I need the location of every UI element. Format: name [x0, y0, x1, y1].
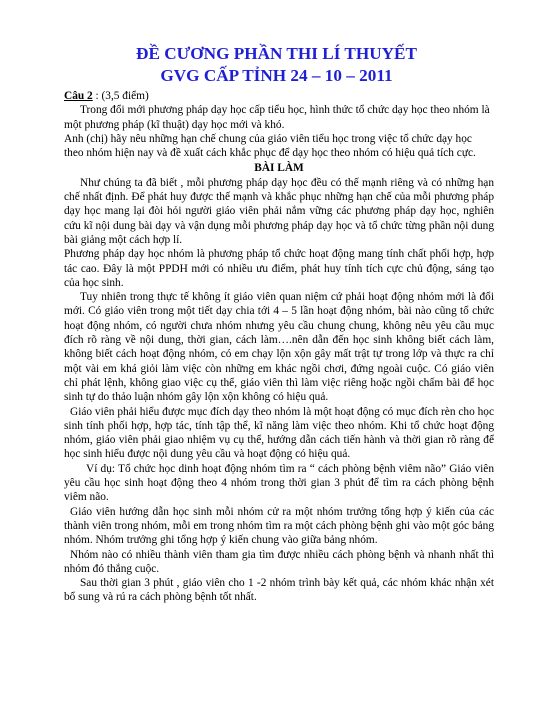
answer-paragraph-6: Giáo viên hướng dẫn học sinh mỗi nhóm cử ra một nhóm trưởng tổng hợp ý kiến của các thành viên trong nhóm, mỗi em trong nhóm tìm ra một cách phòng bệnh ghi vào một góc bảng nhóm. Nhóm trưởng ghi tổng hợp ý kiến chung vào giữa bảng nhóm. [64, 505, 494, 547]
document-body [64, 89, 494, 605]
answer-paragraph-4: Giáo viên phải hiểu được mục đích dạy theo nhóm là một hoạt động có mục đích rèn cho học sinh tính phối hợp, hợp tác, tính tập thể, kĩ năng làm việc theo nhóm. Khi tổ chức hoạt động nhóm, giáo viên phải giao nhiệm vụ cụ thể, hướng dẫn cách tiến hành và thời gian rõ ràng để học sinh hiểu được nội dung yêu cầu và hoạt động có hiệu quả. [64, 405, 494, 461]
question-header [64, 89, 494, 103]
question-paragraph-1: Trong đổi mới phương pháp dạy học cấp tiểu học, hình thức tổ chức dạy học theo nhóm là một phương pháp (kĩ thuật) dạy học mới và khó. [64, 104, 490, 131]
answer-paragraph-2: Phương pháp dạy học nhóm là phương pháp tổ chức hoạt động mang tính chất phối hợp, hợp tác cao. Đây là một PPDH mới có nhiều ưu điểm, phát huy tính tích cực chủ động, sáng tạo của học sinh. [64, 248, 494, 289]
question-label: Câu 2 [64, 90, 93, 102]
question-paragraph-2: Anh (chị) hãy nêu những hạn chế chung của giáo viên tiểu học trong việc tổ chức dạy học theo nhóm hiện nay và đề xuất cách khắc phục để dạy học theo nhóm có hiệu quả tích cực. [64, 132, 476, 160]
answer-paragraph-1: Như chúng ta đã biết , mỗi phương pháp dạy học đều có thế mạnh riêng và có những hạn chế nhất định. Để phát huy được thế mạnh và khắc phục những hạn chế của mỗi phương pháp dạy học mang lại đòi hỏi người giáo viên phải nắm vững các phương pháp dạy học, nghiên cứu kĩ nội dung bài dạy và vận dụng mỗi phương pháp dạy học và tổ chức từng phần nội dung bài giảng một cách hợp lí. [64, 176, 494, 246]
answer-paragraph-7: Nhóm nào có nhiều thành viên tham gia tìm được nhiều cách phòng bệnh và nhanh nhất thì nhóm đó thắng cuộc. [64, 548, 494, 575]
document-title-line1: ĐỀ CƯƠNG PHẦN THI LÍ THUYẾT [136, 44, 417, 63]
document-title-line2: GVG CẤP TỈNH 24 – 10 – 2011 [160, 66, 393, 85]
answer-paragraph-5: Ví dụ: Tổ chức học dinh hoạt động nhóm tìm ra “ cách phòng bệnh viêm não” Giáo viên yêu cầu học sinh hoạt động theo 4 nhóm trong thời gian 3 phút để tìm ra cách phòng bệnh viêm não. [64, 462, 494, 504]
answer-paragraph-8: Sau thời gian 3 phút , giáo viên cho 1 -2 nhóm trình bày kết quả, các nhóm khác nhận xét bổ sung và rú ra cách phòng bệnh tốt nhất. [64, 577, 494, 604]
question-points: : (3,5 điểm) [92, 90, 149, 102]
answer-paragraph-3: Tuy nhiên trong thực tế không ít giáo viên quan niệm cứ phải hoạt động nhóm mới là đổi mới. Có giáo viên trong một tiết dạy chia tới 4 – 5 lần hoạt động nhóm, bài nào cũng tổ chức hoạt động nhóm, có người chưa nhóm nhưng yêu cầu chung chung, không nêu yêu cầu mục đích rõ ràng về nội dung, thời gian, cách làm….nên dẫn đến học sinh không biết cách làm, không biết cách hoạt động nhóm, có em chạy lộn xộn gây mất trật tự trong lớp và thực ra chỉ một vài em khá giỏi làm việc còn những em khác ngồi chơi, đứng ngoài cuộc. Có giáo viên chỉ phát lệnh, không giao việc cụ thể, giáo viên thì làm việc riêng hoặc ngồi chấm bài để học sinh tự do thảo luận nhóm gây lộn xộn không có hiệu quả. [64, 291, 494, 404]
answer-heading: BÀI LÀM [254, 162, 304, 175]
